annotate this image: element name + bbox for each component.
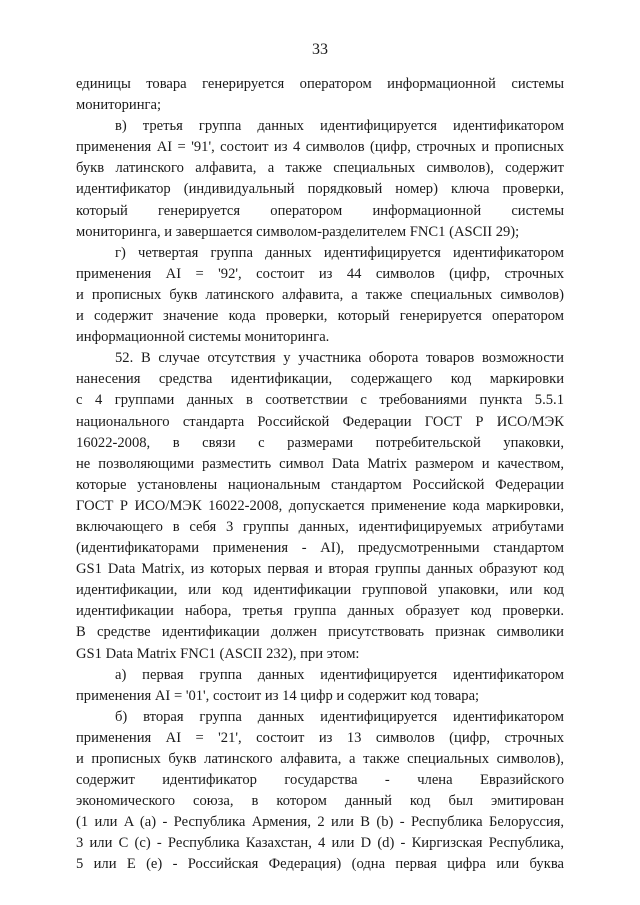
- text-line: г) четвертая группа данных идентифицируется идентификатором: [115, 244, 564, 261]
- text-line: а) первая группа данных идентифицируется идентификатором: [115, 666, 564, 683]
- text-line: б) вторая группа данных идентифицируется идентификатором: [115, 708, 564, 725]
- text-line: мониторинга;: [76, 97, 162, 114]
- text-line: содержит идентификатор государства - члена Евразийского: [76, 772, 564, 789]
- text-line: экономического союза, в котором данный код был эмитирован: [76, 793, 564, 810]
- text-line: 16022-2008, в связи с размерами потребительской упаковки,: [76, 434, 564, 451]
- text-line: включающего в себя 3 группы данных, идентифицируемых атрибутами: [76, 518, 564, 535]
- text-line: идентификации, или код идентификации групповой упаковки, или код: [76, 582, 564, 599]
- text-line: с 4 группами данных в соответствии с требованиями пункта 5.5.1: [76, 392, 564, 409]
- text-line: не позволяющими разместить символ Data Matrix размером и качеством,: [76, 455, 564, 472]
- text-line: национального стандарта Российской Федерации ГОСТ Р ИСО/МЭК: [76, 413, 564, 430]
- text-line: который генерируется оператором информационной системы: [76, 202, 564, 219]
- text-line: применения AI = '92', состоит из 44 символов (цифр, строчных: [76, 265, 564, 282]
- text-line: В средстве идентификации должен присутствовать признак символики: [76, 624, 564, 641]
- text-line: нанесения средства идентификации, содержащего код маркировки: [76, 371, 564, 388]
- text-line: GS1 Data Matrix FNC1 (ASCII 232), при этом:: [76, 645, 360, 662]
- text-line: GS1 Data Matrix, из которых первая и вторая группы данных образуют код: [76, 561, 564, 578]
- text-line: букв латинского алфавита, а также специальных символов), содержит: [76, 160, 564, 177]
- text-line: информационной системы мониторинга.: [76, 329, 330, 346]
- text-line: ГОСТ Р ИСО/МЭК 16022-2008, допускается применение кода маркировки,: [76, 497, 564, 514]
- text-line: единицы товара генерируется оператором информационной системы: [76, 76, 564, 92]
- text-line: мониторинга, и завершается символом-разделителем FNC1 (ASCII 29);: [76, 223, 520, 240]
- text-line: применения AI = '01', состоит из 14 цифр и содержит код товара;: [76, 687, 480, 704]
- text-line: (1 или A (a) - Республика Армения, 2 или B (b) - Республика Белоруссия,: [76, 814, 564, 831]
- text-line: 3 или C (c) - Республика Казахстан, 4 или D (d) - Киргизская Республика,: [76, 835, 564, 852]
- text-line: и прописных букв латинского алфавита, а также специальных символов),: [76, 751, 564, 767]
- document-body: [76, 74, 564, 876]
- text-line: и содержит значение кода проверки, который генерируется оператором: [76, 308, 564, 325]
- text-line: применения AI = '21', состоит из 13 символов (цифр, строчных: [76, 729, 564, 746]
- text-line: применения AI = '91', состоит из 4 символов (цифр, строчных и прописных: [76, 139, 564, 156]
- text-line: и прописных букв латинского алфавита, а также специальных символов): [76, 286, 564, 303]
- page-number: 33: [312, 41, 328, 58]
- text-line: идентификации набора, третья группа данных образует код проверки.: [76, 603, 564, 620]
- text-line: идентификатор (индивидуальный порядковый номер) ключа проверки,: [76, 181, 564, 198]
- text-line: в) третья группа данных идентифицируется идентификатором: [115, 118, 564, 135]
- text-line: (идентификаторами применения - AI), предусмотренными стандартом: [76, 540, 564, 557]
- text-line: 52. В случае отсутствия у участника оборота товаров возможности: [115, 350, 564, 367]
- text-line: 5 или E (e) - Российская Федерация) (одна первая цифра или буква: [76, 856, 564, 873]
- text-line: которые установлены национальным стандартом Российской Федерации: [76, 476, 564, 493]
